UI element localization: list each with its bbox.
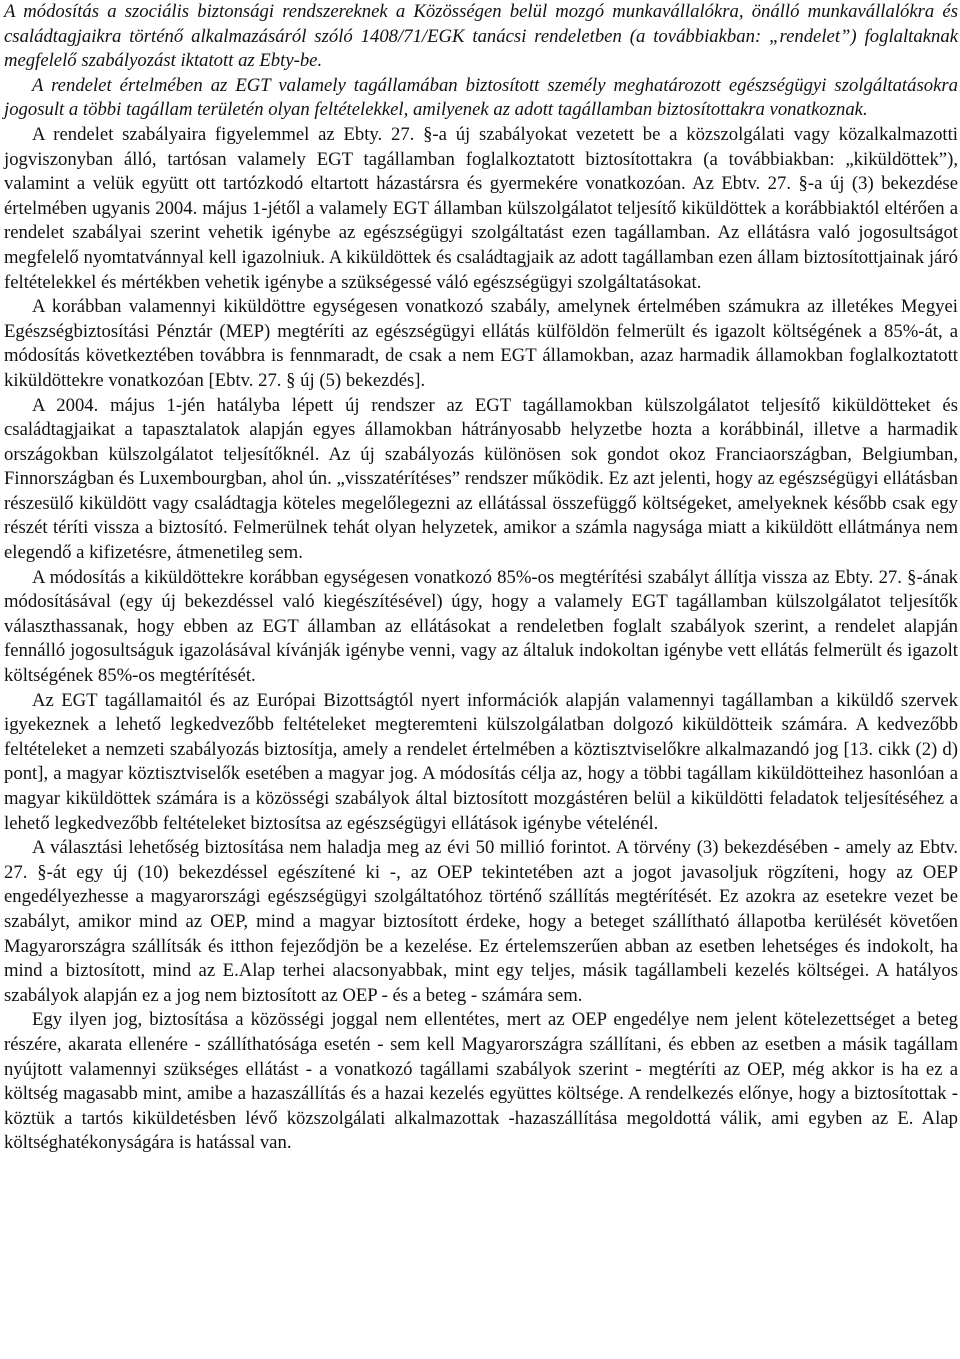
paragraph-earlier-rule: A korábban valamennyi kiküldöttre egységesen vonatkozó szabály, amelynek értelmében számukra az illetékes Megyei Egészségbiztosítási Pénztár (MEP) megtéríti az egészségügyi ellátás külföldön felmerült és igazolt költségének a 85%-át, a módosítás következtében továbbra is fennmaradt, de csak a nem EGT államokban, azaz harmadik államokban foglalkoztatott kiküldöttekre vonatkozóan [Ebtv. 27. § új (5) bekezdés].	[4, 296, 958, 391]
paragraph-intro: A módosítás a szociális biztonsági rendszereknek a Közösségen belül mozgó munkavállalókra, önálló munkavállalókra és családtagjaikra történő alkalmazásáról szóló 1408/71/EGK tanácsi rendeletben (a továbbiakban: „rendelet”) foglaltaknak megfelelő szabályozást iktatott az Ebty-be.	[4, 1, 958, 72]
paragraph-choice-cost: A választási lehetőség biztosítása nem haladja meg az évi 50 millió forintot. A törvény (3) bekezdésében - amely az Ebtv. 27. §-át egy új (10) bekezdéssel egészítené ki -, az OEP tekintetében azt a jogot javasoljuk rögzíteni, hogy az OEP engedélyezhesse a magyarországi egészségügyi szolgáltatóhoz történő szállítás megtérítését. Ez azokra az esetekre vezet be szabályt, amikor mind az OEP, mind a magyar biztosított érdeke, hogy a beteget szállítható állapotba kerülését követően Magyarországra szállítsák és itthon fejeződjön be a kezelése. Ez értelemszerűen abban az esetben lehetséges és indokolt, ha mind a biztosított, mind az E.Alap terhei alacsonyabbak, mint egy teljes, másik tagállambeli kezelés költségei. A hatályos szabályok alapján ez a jog nem biztosított az OEP - és a beteg - számára sem.	[4, 837, 958, 1006]
paragraph-community-law: Egy ilyen jog, biztosítása a közösségi joggal nem ellentétes, mert az OEP engedélye nem jelent kötelezettséget a beteg részére, akarata ellenére - szállíthatósága esetén - sem kell Magyarországra szállítani, és ebben az esetben a másik tagállam nyújtott valamennyi szükséges ellátást - a vonatkozó tagállami szabályok szerint - megtéríti az OEP, még akkor is ha ez a költség magasabb mint, amibe a hazaszállítás és a hazai kezelés együttes költsége. A rendelkezés előnye, hogy a biztosítottak - köztük a tartós kiküldetésben lévő közszolgálati alkalmazottak -hazaszállítása megoldottá válik, ami egyben az E. Alap költséghatékonyságára is hatással van.	[4, 1009, 958, 1154]
paragraph-amendment-85: A módosítás a kiküldöttekre korábban egységesen vonatkozó 85%-os megtérítési szabályt állítja vissza az Ebty. 27. §-ának módosításával (egy új bekezdéssel való kiegészítésével) úgy, hogy a valamely EGT tagállamban külszolgálatot teljesítők választhassanak, hogy ebben az EGT államban az ellátásokat a rendeletben foglalt szabályok szerint, a rendelet alapján fennálló jogosultságuk igazolásával kívánják igénybe venni, vagy az általuk indokoltan igénybe vett ellátás felmerült és igazolt költségének 85%-os megtérítését.	[4, 566, 958, 687]
paragraph-regulation-meaning: A rendelet értelmében az EGT valamely tagállamában biztosított személy meghatározott egészségügyi szolgáltatásokra jogosult a többi tagállam területén olyan feltételekkel, amilyenek az adott tagállamban biztosítottakra vonatkoznak.	[4, 74, 958, 121]
paragraph-new-rules: A rendelet szabályaira figyelemmel az Ebty. 27. §-a új szabályokat vezetett be a közszolgálati vagy közalkalmazotti jogviszonyban álló, tartósan valamely EGT tagállamban foglalkoztatott biztosítottakra (a továbbiakban: „kiküldöttek”), valamint a velük együtt ott tartózkodó eltartott házastársra és gyermekére vonatkozóan. Az Ebtv. 27. §-a új (3) bekezdése értelmében ugyanis 2004. május 1-jétől a valamely EGT államban külszolgálatot teljesítő kiküldöttek a korábbiaktól eltérően a rendelet szabályai szerint vehetik igénybe az egészségügyi szolgáltatást ezen tagállamban. Az ellátásra való jogosultságot megfelelő nyomtatvánnyal kell igazolniuk. A kiküldöttek és családtagjaik az adott tagállamban ezen állam biztosítottjainak járó feltételekkel és mértékben vehetik igénybe a szükségessé váló egészségügyi szolgáltatásokat.	[4, 123, 958, 293]
paragraph-new-system: A 2004. május 1-jén hatályba lépett új rendszer az EGT tagállamokban külszolgálatot teljesítő kiküldötteket és családtagjaikat a tapasztalatok alapján egyes államokban hátrányosabb helyzetbe hozta a korábbinál, illetve a harmadik országokban külszolgálatot teljesítőknél. Az új szabályozás különösen sok gondot okoz Franciaországban, Belgiumban, Finnországban és Luxembourgban, ahol ún. „visszatérítéses” rendszer működik. Ez azt jelenti, hogy az egészségügyi ellátásban részesülő kiküldött vagy családtagja köteles megelőlegezni az ellátással összefüggő költségeket, amelyeknek később csak egy részét téríti vissza a biztosító. Felmerülnek tehát olyan helyzetek, amikor a számla nagysága miatt a kiküldött ellátmánya nem elegendő a kifizetésre, átmenetileg sem.	[4, 394, 958, 564]
paragraph-egt-info: Az EGT tagállamaitól és az Európai Bizottságtól nyert információk alapján valamennyi tagállamban a kiküldő szervek igyekeznek a lehető legkedvezőbb feltételeket megteremteni külszolgálatban dolgozó kiküldötteik számára. A kedvezőbb feltételeket a nemzeti szabályozás biztosítja, amely a rendelet értelmében a köztisztviselőkre alkalmazandó jog [13. cikk (2) d) pont], a magyar köztisztviselők esetében a magyar jog. A módosítás célja az, hogy a többi tagállam kiküldötteihez hasonlóan a magyar kiküldöttek számára is a közösségi szabályok által biztosított mozgástéren belül a kiküldötti feladatok teljesítéséhez a lehető legkedvezőbb feltételeket biztosítsa az egészségügyi ellátások igénybe vételénél.	[4, 689, 958, 834]
